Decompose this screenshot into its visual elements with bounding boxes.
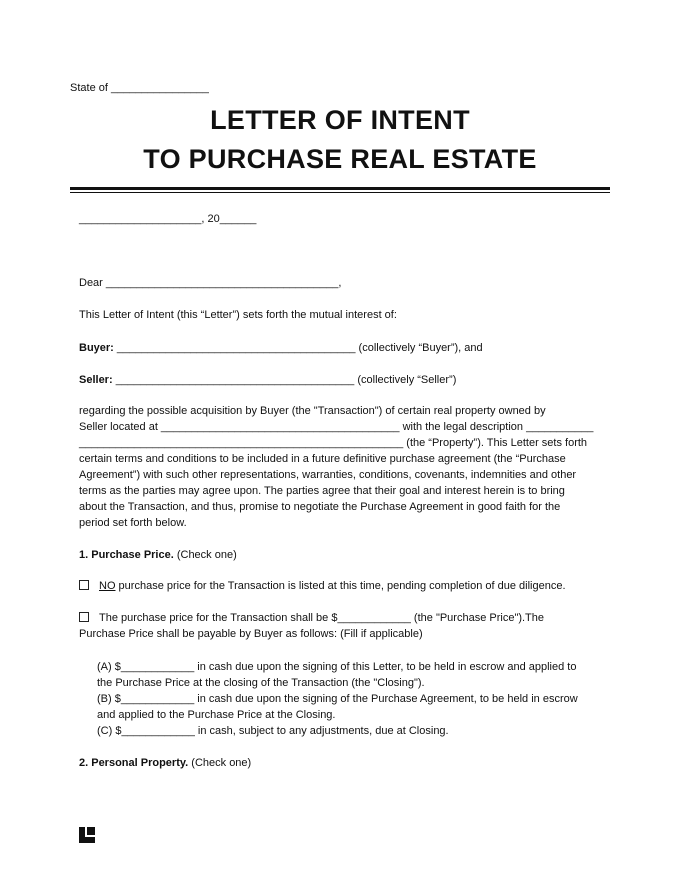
option-no-text: purchase price for the Transaction is listed at this time, pending completion of due diligence.	[115, 580, 566, 592]
seller-line	[79, 373, 456, 387]
option-price-checkbox[interactable]	[79, 612, 89, 622]
title-rule-thin	[70, 192, 610, 193]
paragraph-line: period set forth below.	[79, 517, 187, 529]
payment-item: (B) $____________ in cash due upon the signing of the Purchase Agreement, to be held in escrow	[97, 693, 578, 705]
section-2-note: (Check one)	[188, 757, 252, 769]
payment-item: the Purchase Price at the closing of the Transaction (the "Closing").	[97, 677, 425, 689]
option-no-price	[79, 579, 566, 593]
option-price-line-1: The purchase price for the Transaction shall be $____________ (the "Purchase Price").The	[99, 612, 545, 624]
option-no-emphasis: NO	[99, 580, 116, 592]
salutation: Dear ______________________________________,	[79, 277, 342, 289]
buyer-field: _______________________________________ (collectively “Buyer”), and	[113, 342, 483, 354]
document-title-line-2: TO PURCHASE REAL ESTATE	[143, 144, 537, 174]
buyer-line	[79, 341, 483, 355]
section-2-heading	[79, 756, 251, 770]
paragraph-line: Seller located at _______________________________________ with the legal description ___________	[79, 421, 594, 433]
paragraph-line: certain terms and conditions to be included in a future definitive purchase agreement (the “Purchase	[79, 453, 566, 465]
section-1-note: (Check one)	[173, 549, 237, 561]
section-2-title: 2. Personal Property.	[79, 757, 189, 769]
option-purchase-price	[79, 611, 544, 625]
payment-item: and applied to the Purchase Price at the Closing.	[97, 709, 336, 721]
document-title-line-1: LETTER OF INTENT	[210, 105, 470, 135]
section-1-heading	[79, 548, 237, 562]
paragraph-line: regarding the possible acquisition by Buyer (the "Transaction") of certain real property owned by	[79, 405, 546, 417]
date-field: ____________________, 20______	[79, 213, 257, 225]
buyer-label: Buyer:	[79, 342, 114, 354]
section-1-title: 1. Purchase Price.	[79, 549, 174, 561]
title-rule-thick	[70, 187, 610, 190]
paragraph-line: Agreement”) with such other representations, warranties, conditions, covenants, indemnities and other	[79, 469, 577, 481]
paragraph-line: about the Transaction, and thus, promise to negotiate the Purchase Agreement in good faith for the	[79, 501, 561, 513]
payment-items	[97, 659, 627, 739]
seller-label: Seller:	[79, 374, 113, 386]
transaction-paragraph	[79, 403, 609, 531]
seller-field: _______________________________________ (collectively “Seller”)	[112, 374, 457, 386]
state-of-field: State of ________________	[70, 82, 209, 94]
option-no-price-checkbox[interactable]	[79, 580, 89, 590]
payment-item: (C) $____________ in cash, subject to any adjustments, due at Closing.	[97, 725, 449, 737]
payment-item: (A) $____________ in cash due upon the signing of this Letter, to be held in escrow and applied to	[97, 661, 577, 673]
paragraph-line: _____________________________________________________ (the “Property”). This Letter sets forth	[79, 437, 588, 449]
option-price-line-2: Purchase Price shall be payable by Buyer as follows: (Fill if applicable)	[79, 628, 423, 640]
paragraph-line: terms as the parties may agree upon. The parties agree that their goal and interest herein is to bring	[79, 485, 565, 497]
intro-sentence: This Letter of Intent (this “Letter”) sets forth the mutual interest of:	[79, 309, 397, 321]
document-logo-icon	[79, 827, 95, 843]
